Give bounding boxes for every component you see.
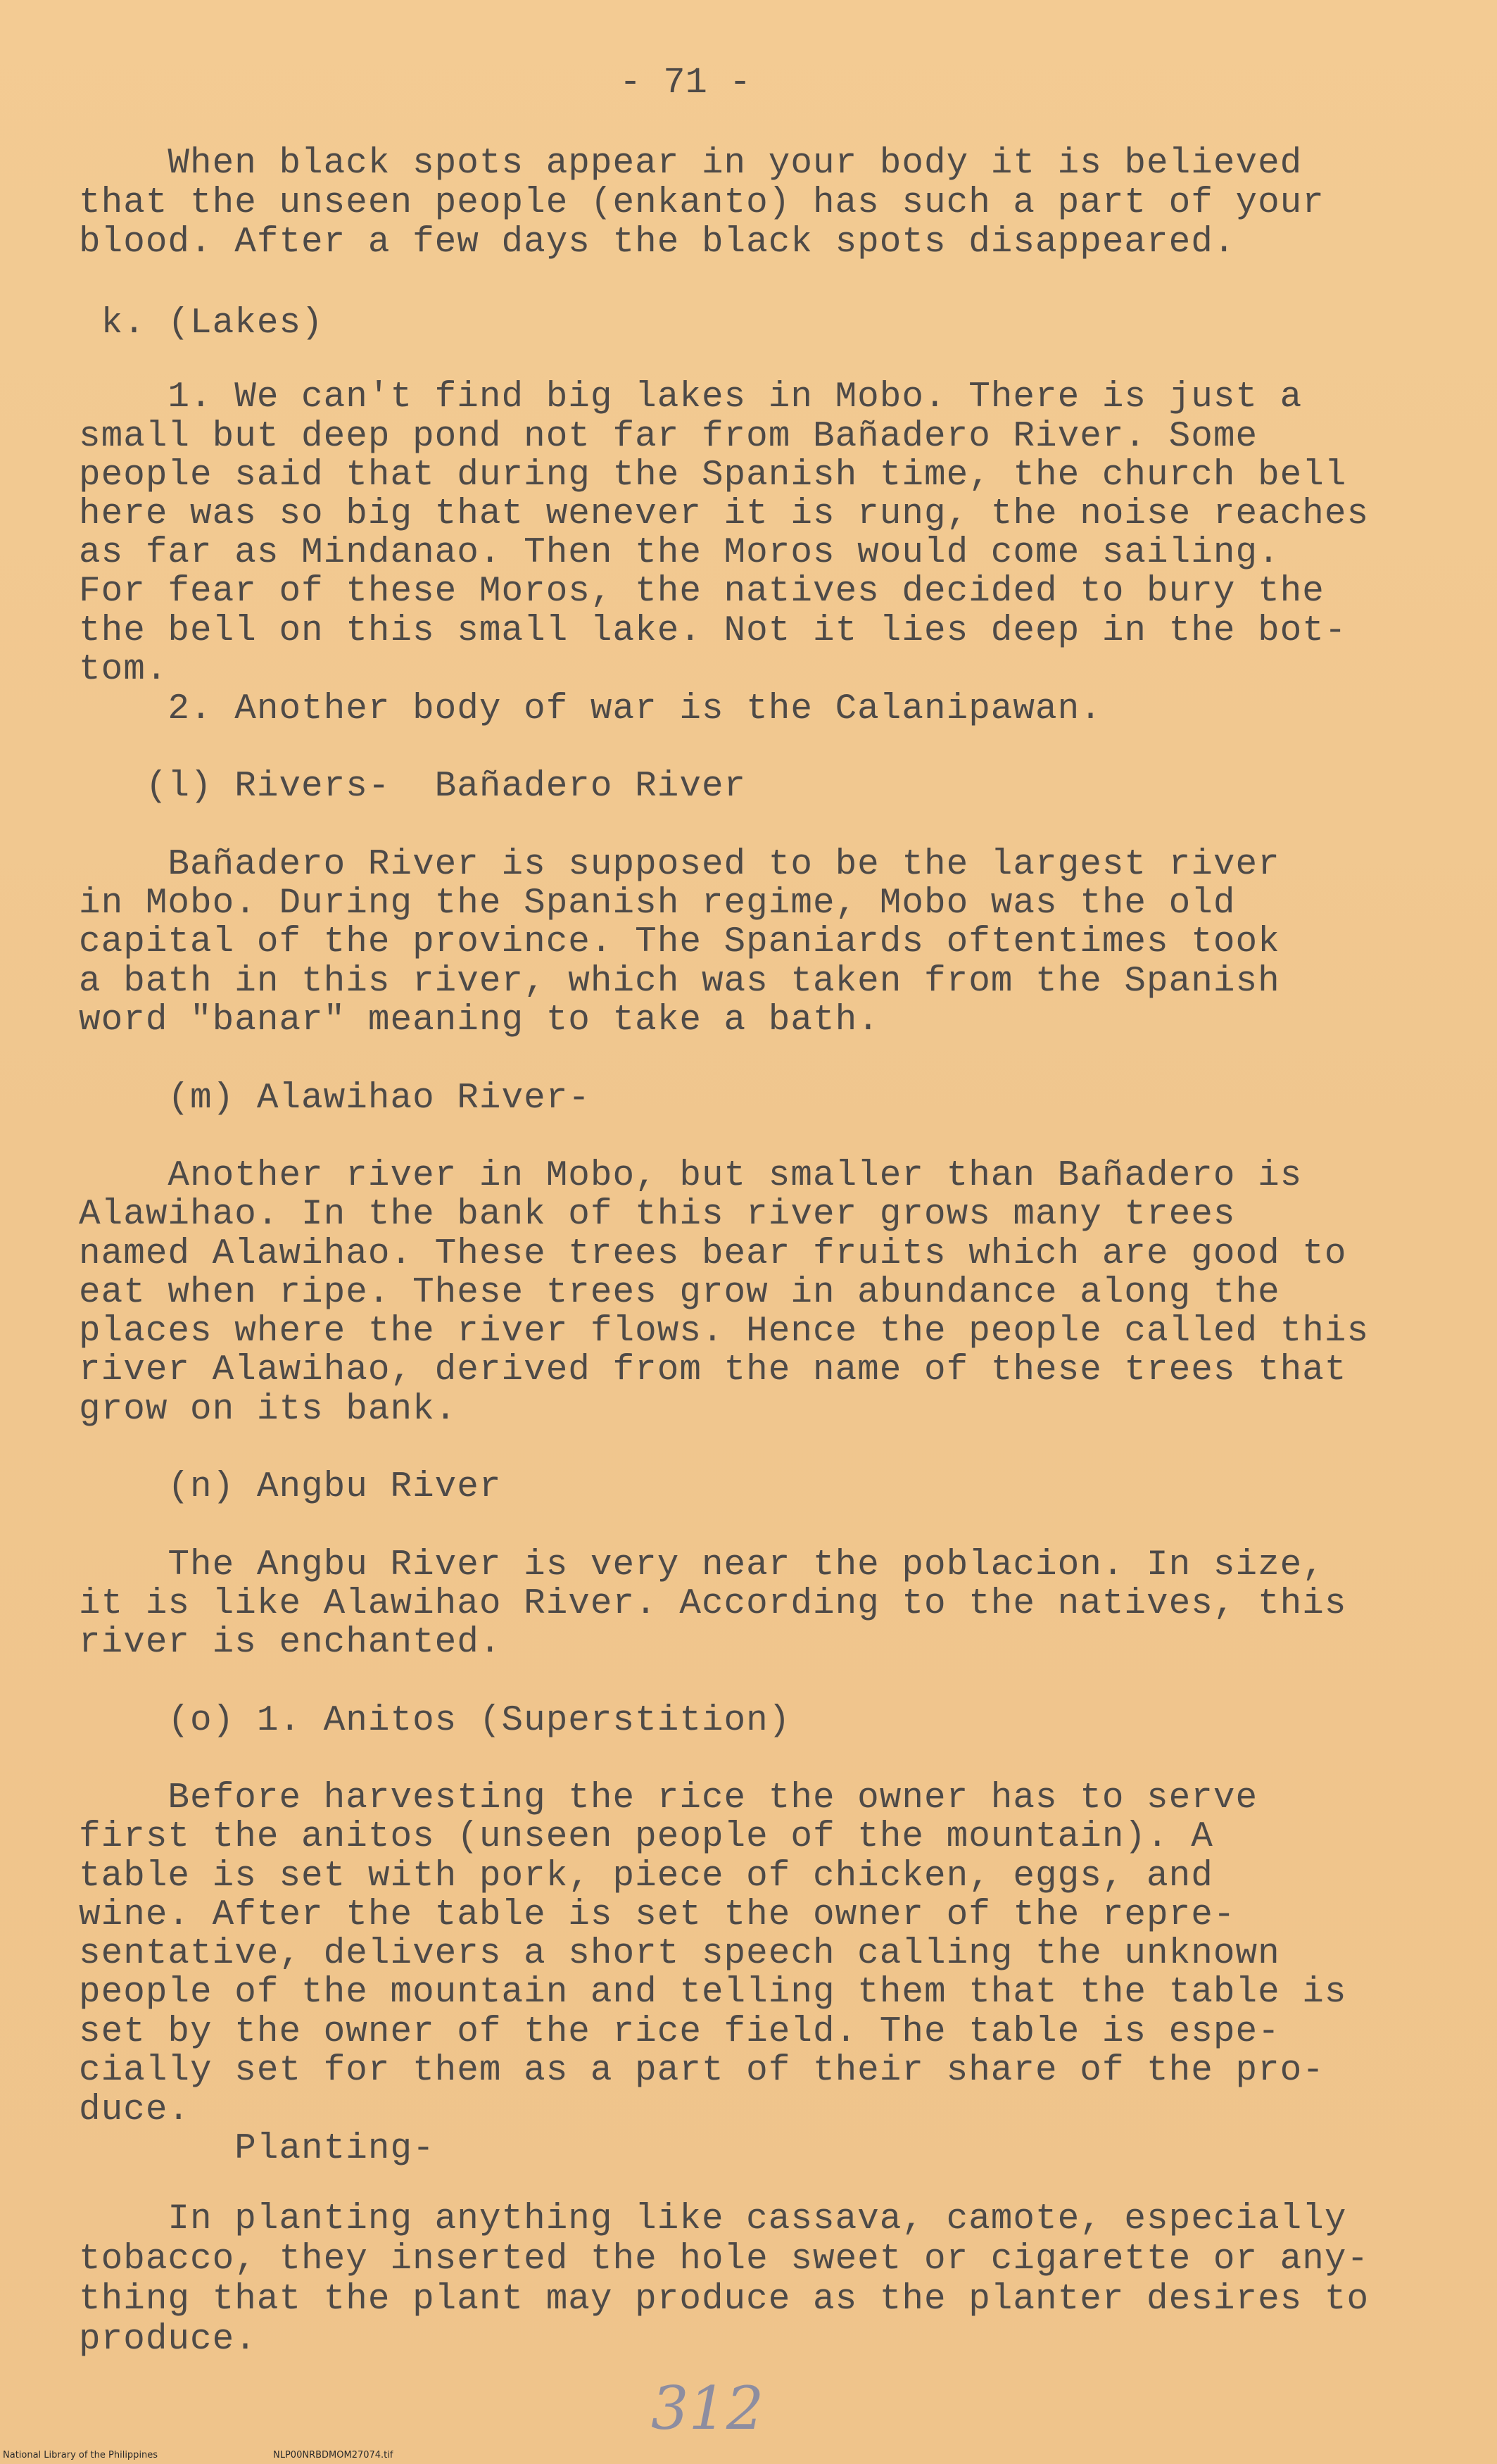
text-line: a bath in this river, which was taken from the Spanish	[79, 962, 1280, 1002]
text-line: grow on its bank.	[79, 1390, 457, 1430]
text-line: river Alawihao, derived from the name of these trees that	[79, 1350, 1347, 1390]
text-line: Bañadero River is supposed to be the largest river	[79, 845, 1280, 885]
text-line: When black spots appear in your body it is believed	[79, 144, 1303, 184]
text-line: thing that the plant may produce as the planter desires to	[79, 2280, 1370, 2320]
page-number: - 71 -	[619, 62, 752, 103]
text-line: in Mobo. During the Spanish regime, Mobo was the old	[79, 884, 1236, 924]
text-line: that the unseen people (enkanto) has such a part of your	[79, 183, 1325, 223]
text-line: people said that during the Spanish time, the church bell	[79, 455, 1347, 496]
section-heading: (l) Rivers- Bañadero River	[79, 767, 747, 807]
text-line: Another river in Mobo, but smaller than Bañadero is	[79, 1156, 1303, 1196]
text-line: first the anitos (unseen people of the mountain). A	[79, 1817, 1213, 1857]
text-line: Alawihao. In the bank of this river grows many trees	[79, 1195, 1236, 1235]
text-line: river is enchanted.	[79, 1623, 502, 1663]
text-line: sentative, delivers a short speech calling the unknown	[79, 1934, 1280, 1974]
text-line: it is like Alawihao River. According to the natives, this	[79, 1584, 1347, 1624]
text-line: tobacco, they inserted the hole sweet or cigarette or any-	[79, 2239, 1370, 2280]
text-line: named Alawihao. These trees bear fruits which are good to	[79, 1234, 1347, 1274]
text-line: tom.	[79, 650, 168, 690]
handwritten-page-number: 312	[651, 2374, 764, 2443]
text-line: wine. After the table is set the owner of the repre-	[79, 1895, 1236, 1935]
text-line: people of the mountain and telling them that the table is	[79, 1973, 1347, 2013]
text-line: as far as Mindanao. Then the Moros would come sailing.	[79, 533, 1280, 573]
text-line: small but deep pond not far from Bañadero River. Some	[79, 417, 1258, 457]
text-line: In planting anything like cassava, camote, especially	[79, 2199, 1347, 2239]
section-heading: Planting-	[79, 2129, 435, 2169]
section-heading: (m) Alawihao River-	[79, 1079, 590, 1119]
text-line: here was so big that wenever it is rung, the noise reaches	[79, 494, 1370, 534]
text-line: Before harvesting the rice the owner has to serve	[79, 1778, 1258, 1818]
text-line: word "banar" meaning to take a bath.	[79, 1000, 880, 1041]
section-heading: (n) Angbu River	[79, 1467, 502, 1507]
footer-file-name: NLP00NRBDMOM27074.tif	[273, 2450, 393, 2460]
text-line: capital of the province. The Spaniards oftentimes took	[79, 922, 1280, 962]
text-line: the bell on this small lake. Not it lies deep in the bot-	[79, 611, 1347, 651]
text-line: For fear of these Moros, the natives decided to bury the	[79, 572, 1325, 612]
text-line: produce.	[79, 2320, 257, 2360]
text-line: 2. Another body of war is the Calanipawan.	[79, 689, 1102, 729]
text-line: 1. We can't find big lakes in Mobo. There is just a	[79, 377, 1303, 417]
text-line: cially set for them as a part of their share of the pro-	[79, 2051, 1325, 2091]
text-line: places where the river flows. Hence the people called this	[79, 1312, 1370, 1352]
section-heading: (o) 1. Anitos (Superstition)	[79, 1701, 791, 1741]
text-line: set by the owner of the rice field. The table is espe-	[79, 2012, 1280, 2052]
section-heading: k. (Lakes)	[79, 303, 324, 344]
footer-library-name: National Library of the Philippines	[3, 2450, 158, 2460]
text-line: The Angbu River is very near the poblacion. In size,	[79, 1545, 1325, 1585]
text-line: duce.	[79, 2090, 191, 2130]
text-line: blood. After a few days the black spots disappeared.	[79, 222, 1236, 263]
text-line: table is set with pork, piece of chicken, eggs, and	[79, 1856, 1213, 1897]
text-line: eat when ripe. These trees grow in abundance along the	[79, 1273, 1280, 1313]
